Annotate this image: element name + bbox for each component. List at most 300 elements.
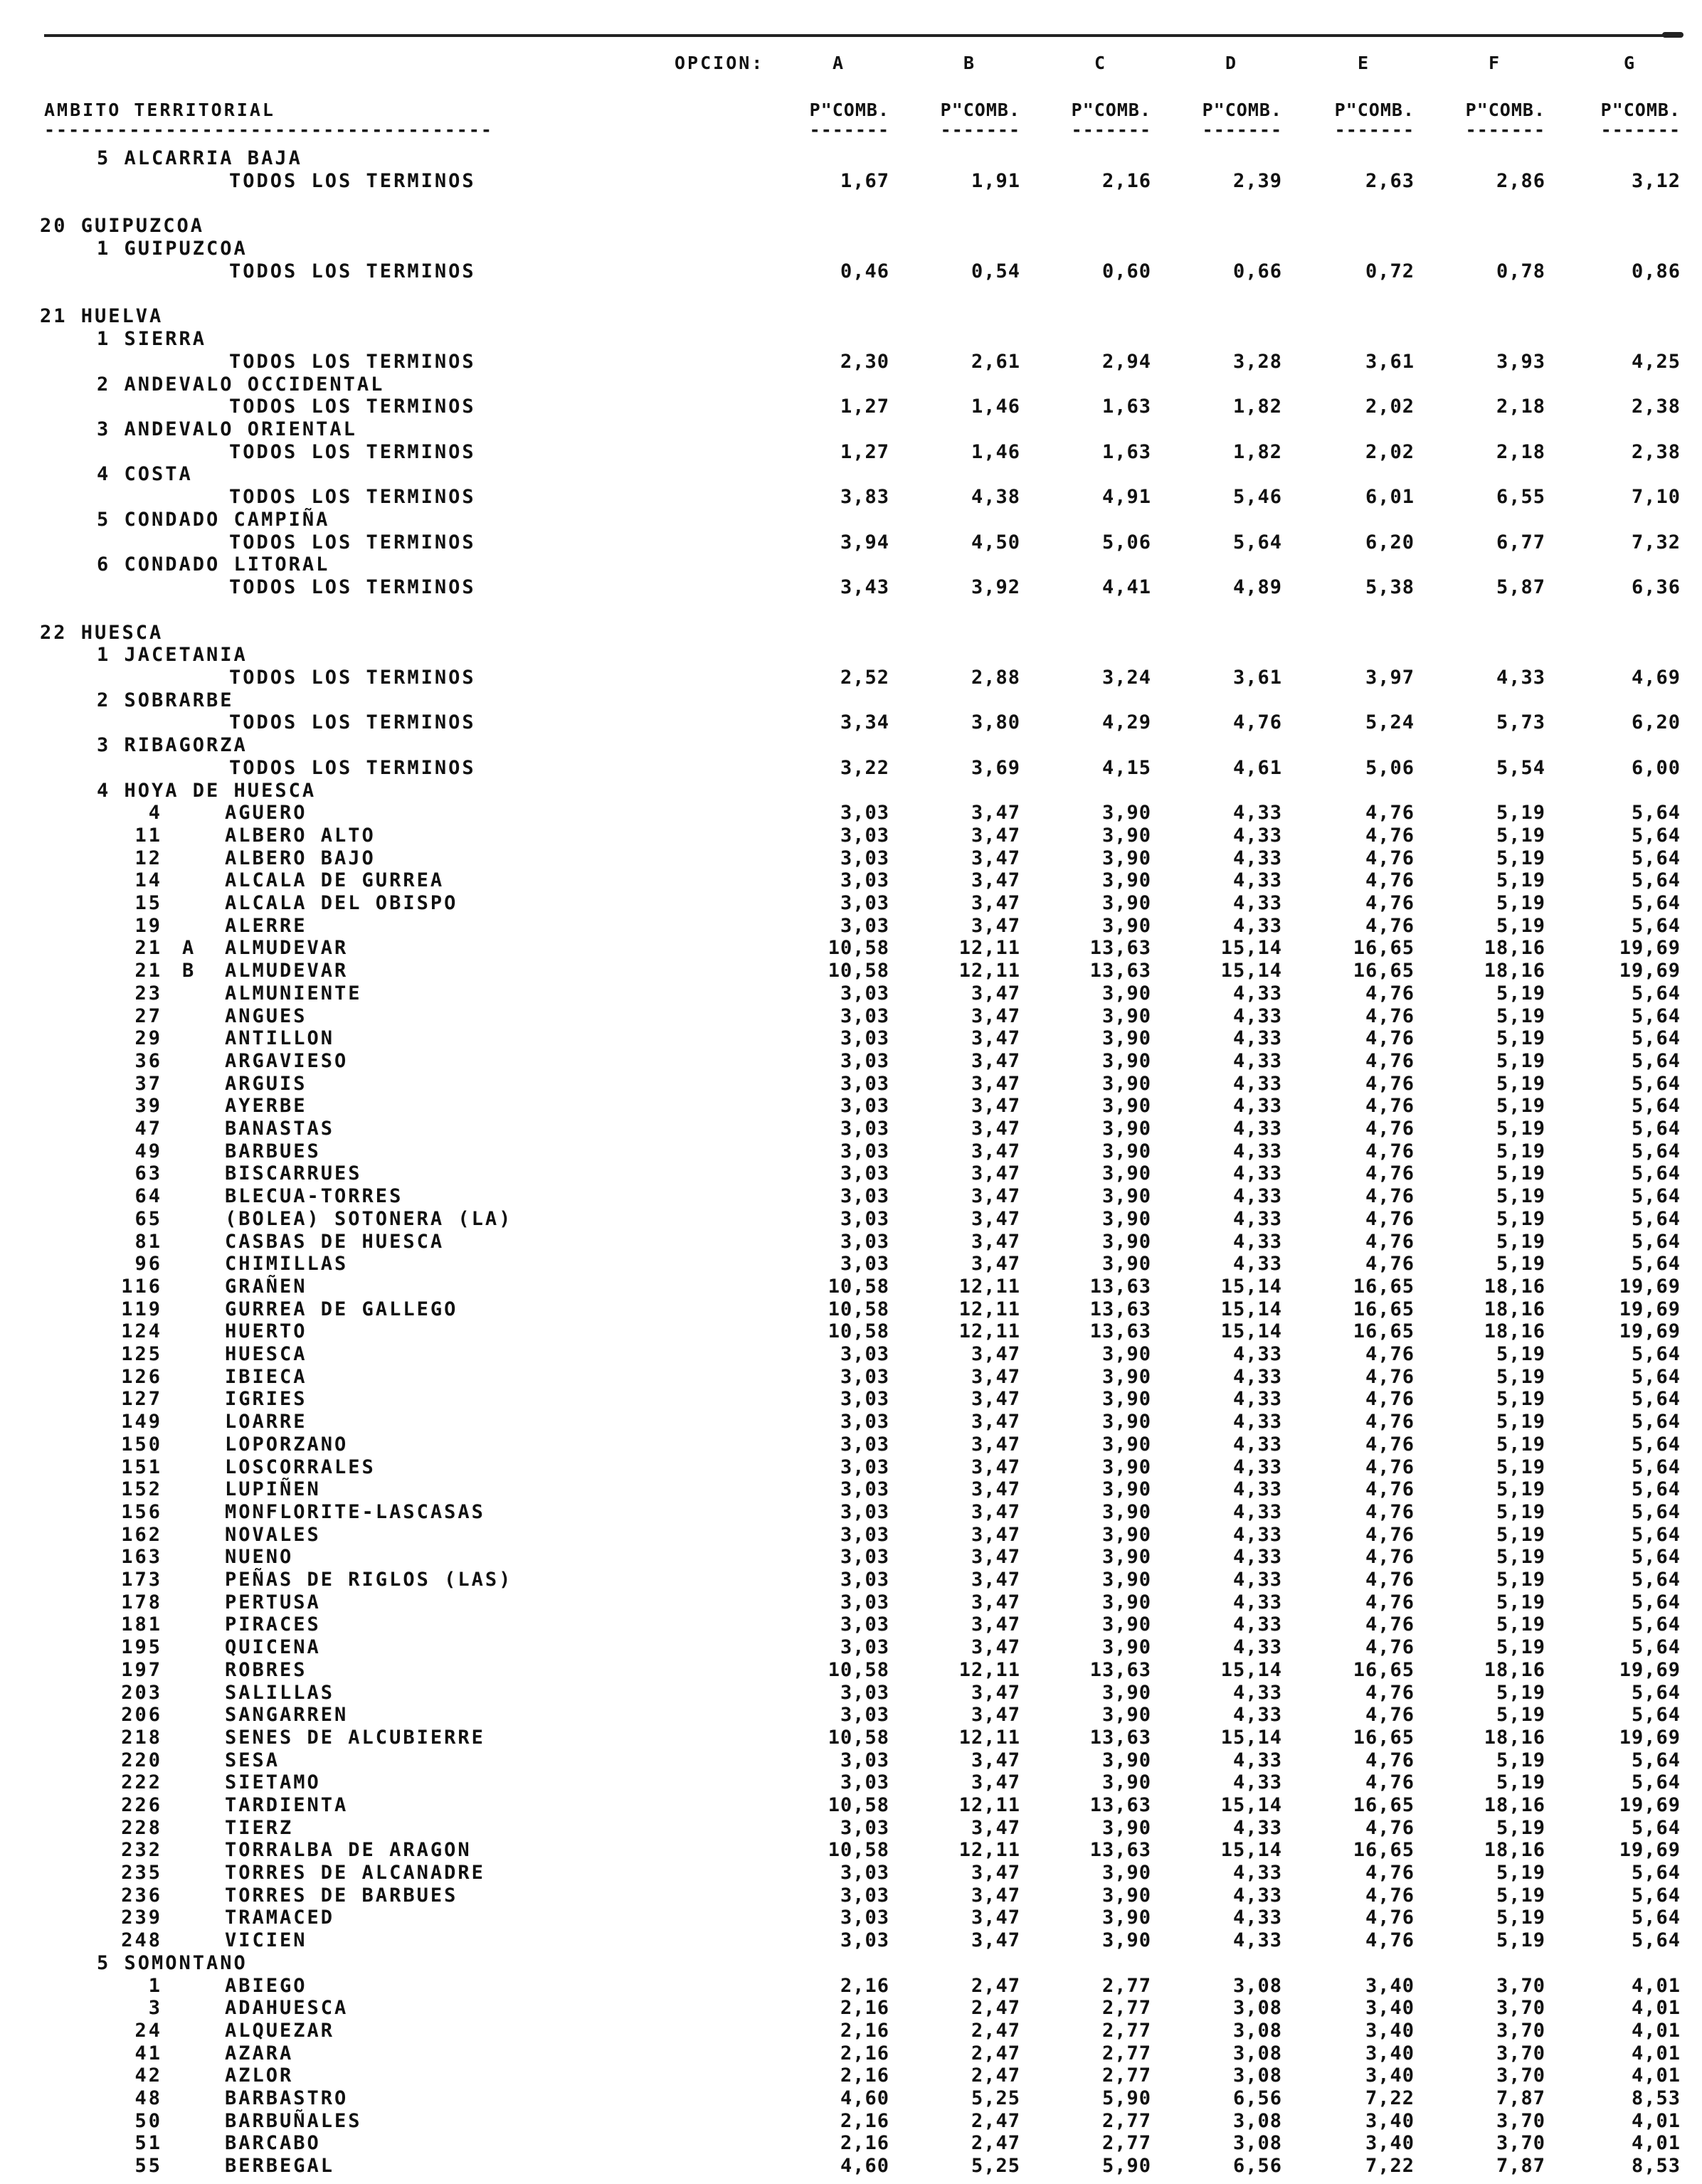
value-cell: 5,19 <box>1496 1231 1545 1253</box>
value-cell: 8,53 <box>1631 2155 1681 2177</box>
municipality-row <box>0 1997 1702 2018</box>
value-cell: 12,11 <box>958 1320 1020 1342</box>
value-cell: 1,82 <box>1232 396 1282 418</box>
value-cell: 4,76 <box>1365 1050 1415 1072</box>
municipality-name: HUERTO <box>225 1320 307 1342</box>
municipality-row <box>0 1771 1702 1793</box>
value-cell: 3,47 <box>971 1456 1020 1478</box>
value-cell: 2,02 <box>1365 441 1415 463</box>
value-cell: 4,76 <box>1365 1118 1415 1140</box>
value-cell: 3,08 <box>1232 2042 1282 2064</box>
value-cell: 5,19 <box>1496 1253 1545 1275</box>
municipality-name: BISCARRUES <box>225 1162 362 1184</box>
value-cell: 5,64 <box>1631 1208 1681 1230</box>
municipality-row <box>0 1411 1702 1432</box>
value-cell: 5,90 <box>1101 2155 1151 2177</box>
municipality-name: ARGAVIESO <box>225 1050 349 1072</box>
municipality-row <box>0 1817 1702 1838</box>
value-cell: 4,29 <box>1101 711 1151 733</box>
municipality-code: 65 <box>134 1208 162 1230</box>
value-cell: 4,76 <box>1365 1524 1415 1546</box>
province-row <box>0 305 1702 327</box>
value-cell: 3,47 <box>971 1073 1020 1095</box>
value-cell: 4,33 <box>1232 1749 1282 1771</box>
value-cell: 5,64 <box>1631 1862 1681 1884</box>
value-cell: 4,76 <box>1365 1140 1415 1162</box>
municipality-name: IBIECA <box>225 1366 307 1388</box>
value-cell: 5,64 <box>1631 1546 1681 1568</box>
value-cell: 15,14 <box>1220 1320 1282 1342</box>
value-cell: 3,90 <box>1101 1613 1151 1636</box>
column-header: P"COMB. <box>1334 100 1415 120</box>
value-cell: 5,19 <box>1496 1569 1545 1591</box>
municipality-name: ALBERO BAJO <box>225 847 376 869</box>
value-cell: 3,03 <box>840 1050 889 1072</box>
value-cell: 3,03 <box>840 1027 889 1049</box>
value-cell: 3,12 <box>1631 170 1681 192</box>
value-cell: 3,03 <box>840 1569 889 1591</box>
value-cell: 5,64 <box>1631 1771 1681 1793</box>
value-cell: 3,90 <box>1101 1771 1151 1793</box>
value-cell: 3,90 <box>1101 1162 1151 1184</box>
value-cell: 4,76 <box>1365 869 1415 891</box>
value-cell: 2,18 <box>1496 396 1545 418</box>
municipality-name: AZARA <box>225 2042 294 2064</box>
municipality-name: BARBUÑALES <box>225 2110 362 2132</box>
value-cell: 18,16 <box>1484 960 1545 982</box>
province-name: 20 GUIPUZCOA <box>40 215 205 237</box>
value-cell: 5,87 <box>1496 576 1545 598</box>
value-cell: 18,16 <box>1484 1276 1545 1298</box>
value-cell: 4,76 <box>1365 1613 1415 1636</box>
municipality-code: 149 <box>121 1411 162 1433</box>
municipality-row <box>0 1366 1702 1387</box>
municipality-code: 222 <box>121 1771 162 1793</box>
municipality-row <box>0 1185 1702 1207</box>
value-cell: 2,38 <box>1631 396 1681 418</box>
value-cell: 13,63 <box>1089 1298 1151 1320</box>
value-cell: 5,19 <box>1496 1366 1545 1388</box>
value-cell: 4,33 <box>1232 1546 1282 1568</box>
scope-underline: ------------------------------------- <box>44 120 493 140</box>
municipality-row <box>0 1749 1702 1771</box>
value-cell: 5,64 <box>1631 915 1681 937</box>
value-cell: 16,65 <box>1353 960 1415 982</box>
value-cell: 3,47 <box>971 1591 1020 1613</box>
municipality-name: ARGUIS <box>225 1073 307 1095</box>
comarca-name: 4 HOYA DE HUESCA <box>97 780 317 802</box>
value-cell: 5,64 <box>1631 1524 1681 1546</box>
value-cell: 3,47 <box>971 1636 1020 1658</box>
municipality-code: 29 <box>134 1027 162 1049</box>
municipality-name: ANTILLON <box>225 1027 335 1049</box>
value-cell: 18,16 <box>1484 1298 1545 1320</box>
row-label: TODOS LOS TERMINOS <box>229 441 476 463</box>
municipality-row <box>0 1073 1702 1094</box>
value-cell: 4,33 <box>1232 1185 1282 1207</box>
value-cell: 19,69 <box>1619 960 1681 982</box>
municipality-code: 235 <box>121 1862 162 1884</box>
municipality-name: BARCABO <box>225 2132 321 2154</box>
value-cell: 3,03 <box>840 1343 889 1365</box>
value-cell: 2,77 <box>1101 1975 1151 1997</box>
all-terms-row <box>0 711 1702 733</box>
value-cell: 4,33 <box>1232 1771 1282 1793</box>
value-cell: 5,64 <box>1631 1343 1681 1365</box>
value-cell: 16,65 <box>1353 1794 1415 1816</box>
value-cell: 5,19 <box>1496 1478 1545 1500</box>
value-cell: 3,47 <box>971 1546 1020 1568</box>
value-cell: 13,63 <box>1089 1659 1151 1681</box>
comarca-name: 2 SOBRARBE <box>97 689 234 711</box>
value-cell: 4,76 <box>1365 1682 1415 1704</box>
municipality-row <box>0 1208 1702 1229</box>
municipality-code: 64 <box>134 1185 162 1207</box>
value-cell: 18,16 <box>1484 1320 1545 1342</box>
value-cell: 4,76 <box>1365 1231 1415 1253</box>
value-cell: 0,60 <box>1101 260 1151 282</box>
value-cell: 3,90 <box>1101 1478 1151 1500</box>
municipality-row <box>0 937 1702 958</box>
value-cell: 19,69 <box>1619 1276 1681 1298</box>
value-cell: 19,69 <box>1619 1659 1681 1681</box>
all-terms-row <box>0 396 1702 417</box>
municipality-suffix: B <box>182 960 196 982</box>
value-cell: 5,19 <box>1496 1073 1545 1095</box>
value-cell: 3,03 <box>840 1411 889 1433</box>
value-cell: 3,90 <box>1101 1885 1151 1907</box>
value-cell: 5,19 <box>1496 1546 1545 1568</box>
municipality-code: 4 <box>148 802 162 824</box>
value-cell: 5,19 <box>1496 1162 1545 1184</box>
value-cell: 3,47 <box>971 1366 1020 1388</box>
value-cell: 3,08 <box>1232 2110 1282 2132</box>
value-cell: 5,64 <box>1631 1118 1681 1140</box>
value-cell: 18,16 <box>1484 1659 1545 1681</box>
value-cell: 3,03 <box>840 1862 889 1884</box>
municipality-row <box>0 1682 1702 1703</box>
value-cell: 3,90 <box>1101 1253 1151 1275</box>
municipality-code: 226 <box>121 1794 162 1816</box>
province-name: 22 HUESCA <box>40 622 164 644</box>
value-cell: 5,64 <box>1631 1411 1681 1433</box>
value-cell: 2,47 <box>971 2020 1020 2042</box>
value-cell: 4,76 <box>1365 1027 1415 1049</box>
municipality-code: 48 <box>134 2087 162 2109</box>
value-cell: 2,16 <box>840 2110 889 2132</box>
value-cell: 3,90 <box>1101 1095 1151 1117</box>
municipality-code: 14 <box>134 869 162 891</box>
municipality-row <box>0 1727 1702 1748</box>
municipality-name: PEÑAS DE RIGLOS (LAS) <box>225 1569 513 1591</box>
value-cell: 4,76 <box>1365 1636 1415 1658</box>
value-cell: 2,86 <box>1496 170 1545 192</box>
value-cell: 3,40 <box>1365 2020 1415 2042</box>
value-cell: 3,47 <box>971 1771 1020 1793</box>
value-cell: 3,90 <box>1101 1524 1151 1546</box>
value-cell: 6,01 <box>1365 486 1415 508</box>
value-cell: 3,90 <box>1101 1208 1151 1230</box>
value-cell: 4,33 <box>1232 1208 1282 1230</box>
all-terms-row <box>0 260 1702 282</box>
value-cell: 5,19 <box>1496 1411 1545 1433</box>
municipality-code: 228 <box>121 1817 162 1839</box>
value-cell: 5,46 <box>1232 486 1282 508</box>
row-label: TODOS LOS TERMINOS <box>229 576 476 598</box>
value-cell: 3,03 <box>840 1005 889 1027</box>
value-cell: 7,32 <box>1631 531 1681 553</box>
value-cell: 2,63 <box>1365 170 1415 192</box>
value-cell: 3,90 <box>1101 1682 1151 1704</box>
value-cell: 3,03 <box>840 802 889 824</box>
value-cell: 3,03 <box>840 1140 889 1162</box>
value-cell: 13,63 <box>1089 1839 1151 1861</box>
value-cell: 4,33 <box>1232 1478 1282 1500</box>
all-terms-row <box>0 170 1702 191</box>
value-cell: 0,78 <box>1496 260 1545 282</box>
value-cell: 3,90 <box>1101 1185 1151 1207</box>
municipality-name: LOARRE <box>225 1411 307 1433</box>
value-cell: 4,33 <box>1232 1140 1282 1162</box>
municipality-name: ALCALA DE GURREA <box>225 869 445 891</box>
municipality-code: 206 <box>121 1704 162 1726</box>
value-cell: 4,33 <box>1232 1388 1282 1410</box>
municipality-row <box>0 825 1702 846</box>
option-letter: F <box>1489 53 1502 73</box>
value-cell: 5,64 <box>1631 1185 1681 1207</box>
value-cell: 3,24 <box>1101 667 1151 689</box>
municipality-row <box>0 1343 1702 1364</box>
value-cell: 4,33 <box>1232 1366 1282 1388</box>
municipality-row <box>0 2064 1702 2086</box>
value-cell: 1,63 <box>1101 441 1151 463</box>
value-cell: 5,25 <box>971 2087 1020 2109</box>
value-cell: 3,47 <box>971 847 1020 869</box>
value-cell: 3,90 <box>1101 1907 1151 1929</box>
municipality-name: ALMUDEVAR <box>225 960 349 982</box>
value-cell: 3,90 <box>1101 1591 1151 1613</box>
value-cell: 16,65 <box>1353 1298 1415 1320</box>
municipality-code: 11 <box>134 825 162 847</box>
value-cell: 1,67 <box>840 170 889 192</box>
value-cell: 3,03 <box>840 1433 889 1456</box>
value-cell: 4,33 <box>1232 1253 1282 1275</box>
municipality-name: HUESCA <box>225 1343 307 1365</box>
municipality-row <box>0 1050 1702 1071</box>
option-letter: C <box>1094 53 1108 73</box>
value-cell: 4,33 <box>1232 1343 1282 1365</box>
value-cell: 3,47 <box>971 1682 1020 1704</box>
value-cell: 4,33 <box>1232 1050 1282 1072</box>
comarca-name: 1 GUIPUZCOA <box>97 238 248 260</box>
value-cell: 0,66 <box>1232 260 1282 282</box>
value-cell: 5,64 <box>1631 1636 1681 1658</box>
value-cell: 3,90 <box>1101 1704 1151 1726</box>
value-cell: 16,65 <box>1353 1659 1415 1681</box>
value-cell: 4,33 <box>1232 915 1282 937</box>
value-cell: 3,40 <box>1365 2132 1415 2154</box>
value-cell: 2,77 <box>1101 2064 1151 2087</box>
value-cell: 4,33 <box>1232 1411 1282 1433</box>
value-cell: 3,47 <box>971 892 1020 914</box>
value-cell: 16,65 <box>1353 1727 1415 1749</box>
column-header: P"COMB. <box>1600 100 1681 120</box>
value-cell: 12,11 <box>958 1298 1020 1320</box>
value-cell: 4,33 <box>1496 667 1545 689</box>
municipality-code: 12 <box>134 847 162 869</box>
value-cell: 5,64 <box>1631 1433 1681 1456</box>
municipality-row <box>0 1613 1702 1635</box>
value-cell: 5,64 <box>1631 1907 1681 1929</box>
value-cell: 4,91 <box>1101 486 1151 508</box>
column-underline: ------- <box>1465 120 1545 140</box>
municipality-row <box>0 1478 1702 1500</box>
value-cell: 3,03 <box>840 1907 889 1929</box>
value-cell: 12,11 <box>958 960 1020 982</box>
value-cell: 10,58 <box>828 1839 889 1861</box>
value-cell: 5,64 <box>1631 869 1681 891</box>
municipality-code: 119 <box>121 1298 162 1320</box>
municipality-row <box>0 1929 1702 1951</box>
comarca-row <box>0 328 1702 349</box>
row-label: TODOS LOS TERMINOS <box>229 667 476 689</box>
option-letter: A <box>832 53 846 73</box>
value-cell: 3,47 <box>971 1118 1020 1140</box>
value-cell: 3,47 <box>971 1343 1020 1365</box>
value-cell: 3,90 <box>1101 825 1151 847</box>
municipality-code: 116 <box>121 1276 162 1298</box>
value-cell: 18,16 <box>1484 1839 1545 1861</box>
comarca-name: 3 ANDEVALO ORIENTAL <box>97 418 357 440</box>
value-cell: 5,19 <box>1496 1636 1545 1658</box>
value-cell: 3,03 <box>840 1704 889 1726</box>
value-cell: 4,33 <box>1232 1613 1282 1636</box>
municipality-row <box>0 892 1702 913</box>
value-cell: 4,33 <box>1232 1817 1282 1839</box>
value-cell: 5,19 <box>1496 1208 1545 1230</box>
value-cell: 5,64 <box>1631 1817 1681 1839</box>
municipality-name: (BOLEA) SOTONERA (LA) <box>225 1208 513 1230</box>
value-cell: 3,70 <box>1496 1975 1545 1997</box>
municipality-name: NUENO <box>225 1546 294 1568</box>
comarca-row <box>0 644 1702 665</box>
value-cell: 3,90 <box>1101 1546 1151 1568</box>
value-cell: 4,76 <box>1365 1771 1415 1793</box>
municipality-name: AYERBE <box>225 1095 307 1117</box>
municipality-row <box>0 1095 1702 1116</box>
value-cell: 1,27 <box>840 396 889 418</box>
value-cell: 8,53 <box>1631 2087 1681 2109</box>
value-cell: 12,11 <box>958 1839 1020 1861</box>
value-cell: 4,50 <box>971 531 1020 553</box>
value-cell: 5,19 <box>1496 1613 1545 1636</box>
value-cell: 4,76 <box>1365 1704 1415 1726</box>
value-cell: 3,90 <box>1101 1231 1151 1253</box>
value-cell: 2,16 <box>840 2064 889 2087</box>
comarca-row <box>0 734 1702 756</box>
value-cell: 4,33 <box>1232 1862 1282 1884</box>
value-cell: 2,38 <box>1631 441 1681 463</box>
value-cell: 15,14 <box>1220 1298 1282 1320</box>
option-letter: D <box>1225 53 1239 73</box>
municipality-name: MONFLORITE-LASCASAS <box>225 1501 485 1523</box>
value-cell: 3,47 <box>971 802 1020 824</box>
value-cell: 3,90 <box>1101 802 1151 824</box>
value-cell: 4,89 <box>1232 576 1282 598</box>
value-cell: 3,47 <box>971 1208 1020 1230</box>
value-cell: 10,58 <box>828 1320 889 1342</box>
municipality-row <box>0 2020 1702 2041</box>
municipality-code: 47 <box>134 1118 162 1140</box>
value-cell: 2,77 <box>1101 2042 1151 2064</box>
municipality-name: PIRACES <box>225 1613 321 1636</box>
municipality-name: ALMUNIENTE <box>225 982 362 1004</box>
municipality-name: TARDIENTA <box>225 1794 349 1816</box>
municipality-row <box>0 1027 1702 1049</box>
municipality-name: ROBRES <box>225 1659 307 1681</box>
value-cell: 2,47 <box>971 1975 1020 1997</box>
value-cell: 3,03 <box>840 915 889 937</box>
value-cell: 3,90 <box>1101 1569 1151 1591</box>
municipality-name: TRAMACED <box>225 1907 335 1929</box>
value-cell: 4,01 <box>1631 2020 1681 2042</box>
all-terms-row <box>0 667 1702 688</box>
value-cell: 15,14 <box>1220 1276 1282 1298</box>
value-cell: 16,65 <box>1353 1276 1415 1298</box>
comarca-row <box>0 553 1702 575</box>
value-cell: 4,76 <box>1365 915 1415 937</box>
municipality-code: 27 <box>134 1005 162 1027</box>
value-cell: 3,03 <box>840 1501 889 1523</box>
value-cell: 2,77 <box>1101 2020 1151 2042</box>
value-cell: 3,47 <box>971 1231 1020 1253</box>
scope-label: AMBITO TERRITORIAL <box>44 100 275 120</box>
municipality-code: 55 <box>134 2155 162 2177</box>
value-cell: 3,90 <box>1101 1411 1151 1433</box>
column-header: P"COMB. <box>940 100 1020 120</box>
value-cell: 5,64 <box>1631 1682 1681 1704</box>
municipality-name: QUICENA <box>225 1636 321 1658</box>
municipality-code: 218 <box>121 1727 162 1749</box>
value-cell: 3,92 <box>971 576 1020 598</box>
value-cell: 5,64 <box>1631 1095 1681 1117</box>
municipality-code: 41 <box>134 2042 162 2064</box>
value-cell: 2,16 <box>840 2020 889 2042</box>
value-cell: 2,77 <box>1101 2132 1151 2154</box>
value-cell: 4,33 <box>1232 1704 1282 1726</box>
comarca-row <box>0 238 1702 259</box>
value-cell: 5,19 <box>1496 1027 1545 1049</box>
value-cell: 5,19 <box>1496 1140 1545 1162</box>
value-cell: 3,03 <box>840 847 889 869</box>
value-cell: 3,28 <box>1232 351 1282 373</box>
value-cell: 3,47 <box>971 915 1020 937</box>
municipality-name: NOVALES <box>225 1524 321 1546</box>
column-underline: ------- <box>1600 120 1681 140</box>
value-cell: 0,54 <box>971 260 1020 282</box>
municipality-name: SANGARREN <box>225 1704 349 1726</box>
value-cell: 3,70 <box>1496 1997 1545 2019</box>
value-cell: 4,33 <box>1232 1456 1282 1478</box>
municipality-code: 124 <box>121 1320 162 1342</box>
value-cell: 3,47 <box>971 1433 1020 1456</box>
municipality-name: BLECUA-TORRES <box>225 1185 403 1207</box>
value-cell: 4,76 <box>1365 825 1415 847</box>
value-cell: 5,64 <box>1631 982 1681 1004</box>
column-header: P"COMB. <box>1071 100 1151 120</box>
value-cell: 4,76 <box>1365 1929 1415 1951</box>
value-cell: 3,03 <box>840 1929 889 1951</box>
